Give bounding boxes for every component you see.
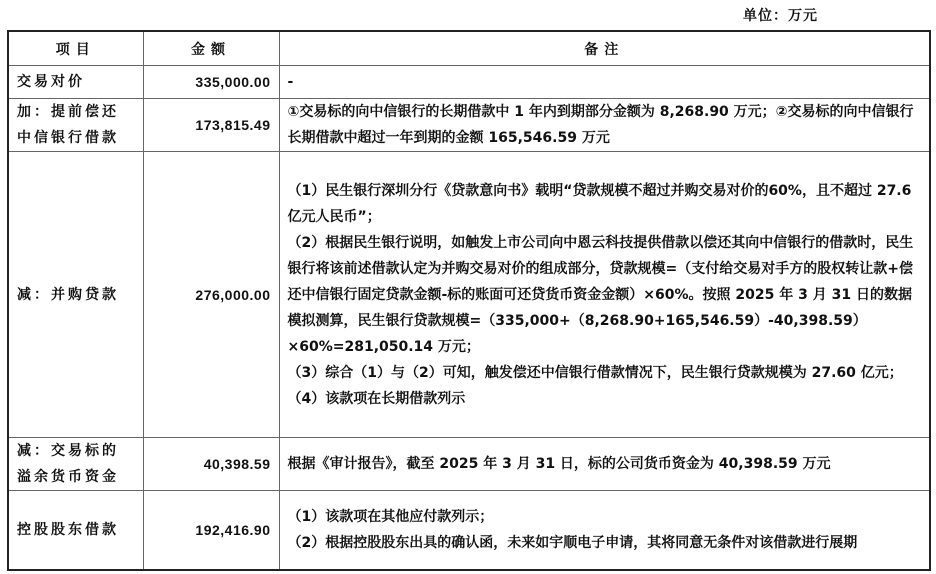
note-line: （2）根据民生银行说明，如触发上市公司向中恩云科技提供借款以偿还其向中信银行的借款时，民生银行将该前述借款认定为并购交易对价的组成部分，贷款规模=（支付给交易对手方的股权转让款+偿还中信银行固定贷款金额-标的账面可还贷货币资金金额）×60%。按照 2025 年 3 月 31 日的数据模拟测算，民生银行贷款规模=（335,000+（8,268.90+165,546.59）-40,398.59）×60%=281,050.14 万元； [287, 234, 914, 355]
table-row [8, 66, 930, 99]
table-row [8, 152, 930, 438]
row-amount: 40,398.59 [143, 438, 279, 491]
note-line: （1）民生银行深圳分行《贷款意向书》载明“贷款规模不超过并购交易对价的60%，且不超过 27.6 亿元人民币”； [287, 182, 912, 225]
row-note [279, 491, 930, 570]
financing-table [7, 30, 931, 571]
note-line: ①交易标的向中信银行的长期借款中 1 年内到期部分金额为 8,268.90 万元；②交易标的向中信银行长期借款中超过一年到期的金额 165,546.59 万元 [287, 104, 914, 146]
row-item: 控股股东借款 [8, 491, 143, 570]
table-row [8, 438, 930, 491]
header-note: 备注 [279, 31, 930, 66]
row-note [279, 99, 930, 152]
note-line: （1）该款项在其他应付款列示； [287, 508, 494, 525]
row-item: 加：提前偿还中信银行借款 [8, 99, 143, 152]
row-item: 交易对价 [8, 66, 143, 99]
header-item: 项目 [8, 31, 143, 66]
note-line: （2）根据控股股东出具的确认函，未来如宇顺电子申请，其将同意无条件对该借款进行展期 [287, 534, 858, 551]
note-line: - [287, 74, 294, 90]
note-line: （4）该款项在长期借款列示 [287, 390, 466, 407]
table-row [8, 491, 930, 570]
table-row [8, 99, 930, 152]
row-note [279, 66, 930, 99]
row-item: 减：并购贷款 [8, 152, 143, 438]
row-note [279, 152, 930, 438]
row-item: 减：交易标的溢余货币资金 [8, 438, 143, 491]
note-line: 根据《审计报告》，截至 2025 年 3 月 31 日，标的公司货币资金为 40,398.59 万元 [287, 456, 831, 472]
note-line: （3）综合（1）与（2）可知，触发偿还中信银行借款情况下，民生银行贷款规模为 27.60 亿元； [287, 364, 903, 381]
row-amount: 192,416.90 [143, 491, 279, 570]
row-amount: 173,815.49 [143, 99, 279, 152]
row-note [279, 438, 930, 491]
table-header-row [8, 31, 930, 66]
row-amount: 276,000.00 [143, 152, 279, 438]
row-amount: 335,000.00 [143, 66, 279, 99]
header-amount: 金额 [143, 31, 279, 66]
unit-label: 单位：万元 [743, 8, 818, 24]
